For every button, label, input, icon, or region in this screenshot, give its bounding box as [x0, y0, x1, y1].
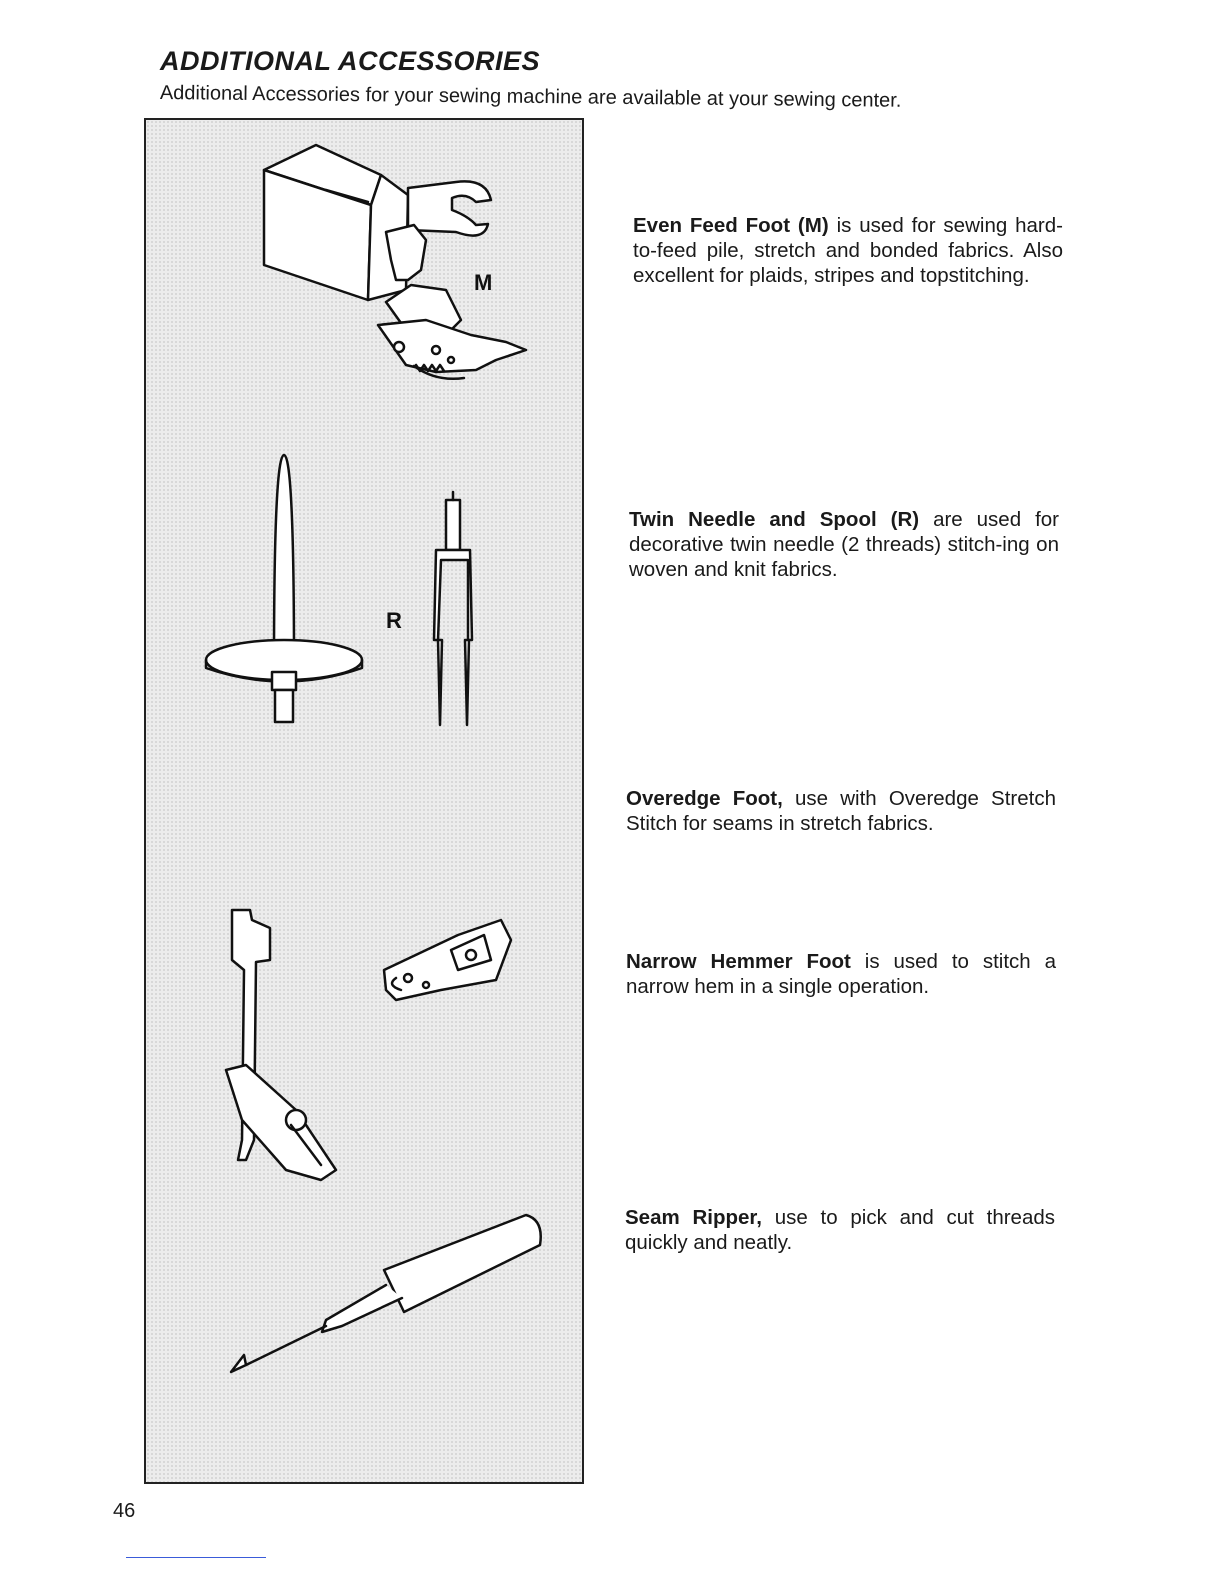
- item-narrow-hemmer-foot: [626, 949, 1056, 999]
- item-text: is used to stitch a narrow hem in a single operation.: [626, 950, 1056, 998]
- item-name: Even Feed Foot (M): [633, 214, 829, 237]
- page-subtitle: Additional Accessories for your sewing machine are available at your sewing center.: [159, 82, 902, 112]
- twin-needle-drawing: [434, 492, 472, 725]
- item-name: Seam Ripper,: [625, 1206, 762, 1229]
- overedge-foot-drawing: [226, 910, 336, 1180]
- label-r: R: [386, 608, 402, 633]
- item-text: use to pick and cut threads quickly and neatly.: [625, 1206, 1056, 1254]
- narrow-hemmer-foot-drawing: [384, 920, 511, 1000]
- spool-pin-drawing: [206, 455, 362, 722]
- item-twin-needle-spool: [629, 507, 1059, 582]
- item-text: are used for decorative twin needle (2 threads) stitch-ing on woven and knit fabrics.: [629, 508, 1059, 581]
- item-seam-ripper: [625, 1205, 1055, 1255]
- page-title: ADDITIONAL ACCESSORIES: [160, 46, 541, 76]
- label-m: M: [474, 270, 493, 295]
- item-text: is used for sewing hard-to-feed pile, stretch and bonded fabrics. Also excellent for plaids, stripes and topstitching.: [633, 214, 1063, 287]
- item-even-feed-foot: [633, 213, 1063, 288]
- item-name: Overedge Foot,: [626, 787, 783, 810]
- item-name: Twin Needle and Spool (R): [629, 508, 920, 531]
- footer-divider: [126, 1557, 266, 1558]
- page-number: 46: [113, 1500, 136, 1522]
- accessories-illustration-panel: [144, 118, 584, 1484]
- item-text: use with Overedge Stretch Stitch for seams in stretch fabrics.: [626, 787, 1056, 835]
- item-overedge-foot: [626, 786, 1056, 836]
- even-feed-foot-drawing: [264, 145, 526, 379]
- item-name: Narrow Hemmer Foot: [626, 950, 851, 973]
- seam-ripper-drawing: [231, 1215, 541, 1372]
- accessories-illustration: [146, 120, 586, 1486]
